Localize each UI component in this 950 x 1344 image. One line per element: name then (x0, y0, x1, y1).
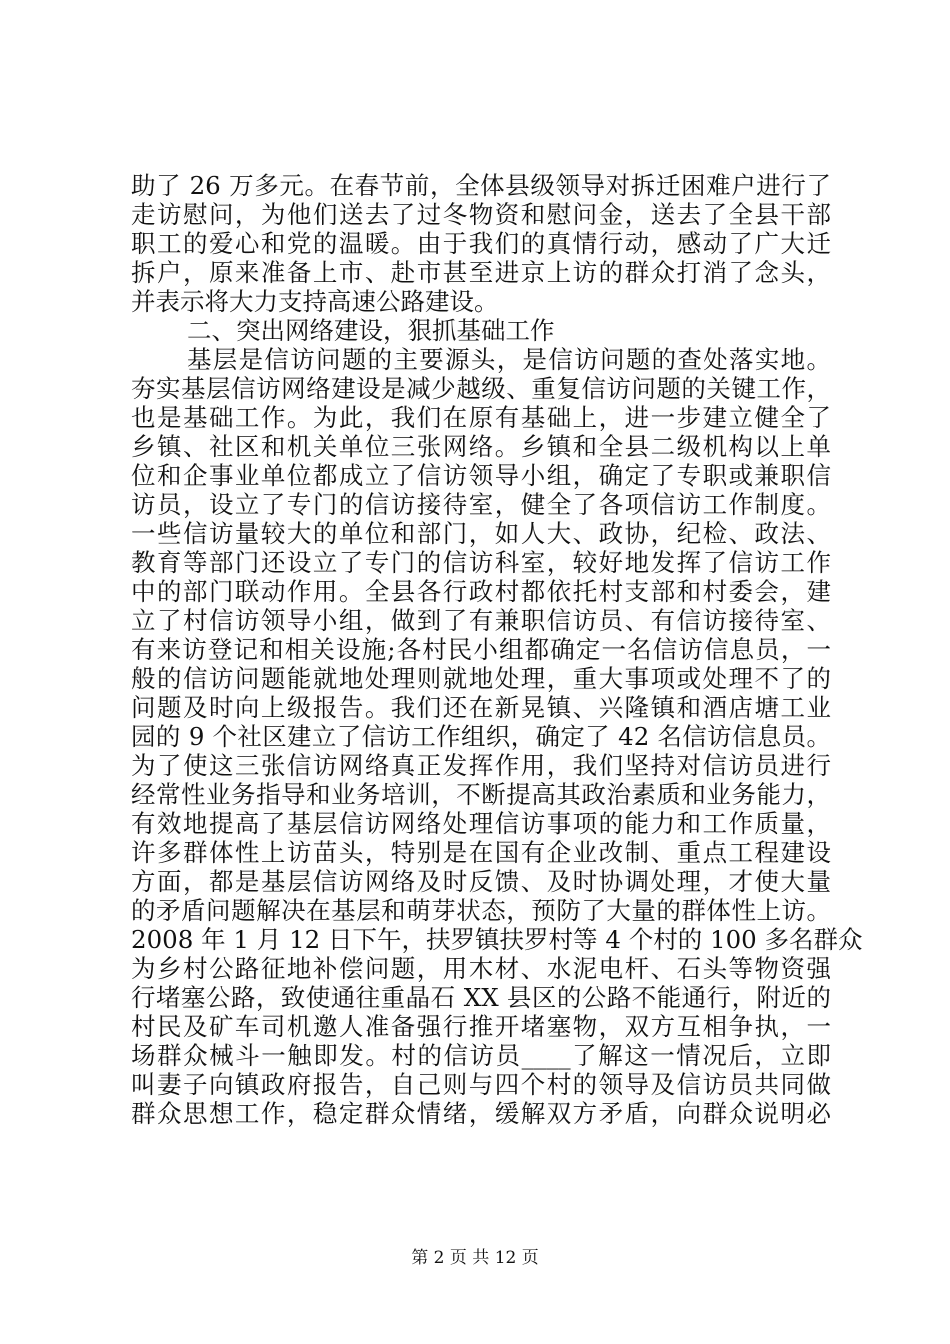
text-line: 一些信访量较大的单位和部门，如人大、政协，纪检、政法、 (131, 519, 831, 548)
page-number-footer: 第 2 页 共 12 页 (411, 1248, 539, 1268)
text-line: 方面，都是基层信访网络及时反馈、及时协调处理，才使大量 (131, 867, 831, 896)
text-line: 立了村信访领导小组，做到了有兼职信访员、有信访接待室、 (131, 606, 831, 635)
text-line: 问题及时向上级报告。我们还在新晃镇、兴隆镇和酒店塘工业 (131, 693, 831, 722)
text-line: 行堵塞公路，致使通往重晶石 XX 县区的公路不能通行，附近的 (131, 983, 831, 1012)
text-line: 助了 26 万多元。在春节前，全体县级领导对拆迁困难户进行了 (131, 171, 831, 200)
text-line: 般的信访问题能就地处理则就地处理，重大事项或处理不了的 (131, 664, 831, 693)
text-line: 位和企事业单位都成立了信访领导小组，确定了专职或兼职信 (131, 461, 831, 490)
text-line: 群众思想工作，稳定群众情绪，缓解双方矛盾，向群众说明必 (131, 1099, 831, 1128)
text-line: 园的 9 个社区建立了信访工作组织，确定了 42 名信访信息员。 (131, 722, 831, 751)
text-line: 教育等部门还设立了专门的信访科室，较好地发挥了信访工作 (131, 548, 831, 577)
text-line: 职工的爱心和党的温暖。由于我们的真情行动，感动了广大迁 (131, 229, 831, 258)
section-heading: 二、突出网络建设，狠抓基础工作 (187, 316, 555, 345)
text-line: 叫妻子向镇政府报告，自己则与四个村的领导及信访员共同做 (131, 1070, 831, 1099)
text-line: 为了使这三张信访网络真正发挥作用，我们坚持对信访员进行 (131, 751, 831, 780)
text-line: 走访慰问，为他们送去了过冬物资和慰问金，送去了全县干部 (131, 200, 831, 229)
text-line: 的矛盾问题解决在基层和萌芽状态，预防了大量的群体性上访。 (131, 896, 831, 925)
paragraph-first-line: 基层是信访问题的主要源头，是信访问题的查处落实地。 (187, 345, 831, 374)
text-line: 有来访登记和相关设施;各村民小组都确定一名信访信息员，一 (131, 635, 831, 664)
document-body (131, 171, 863, 1128)
text-line: 经常性业务指导和业务培训，不断提高其政治素质和业务能力， (131, 780, 831, 809)
text-line: 村民及矿车司机邀人准备强行推开堵塞物，双方互相争执，一 (131, 1012, 831, 1041)
text-line: 也是基础工作。为此，我们在原有基础上，进一步建立健全了 (131, 403, 831, 432)
text-line: 有效地提高了基层信访网络处理信访事项的能力和工作质量， (131, 809, 831, 838)
text-line: 为乡村公路征地补偿问题，用木材、水泥电杆、石头等物资强 (131, 954, 831, 983)
text-line: 并表示将大力支持高速公路建设。 (131, 287, 499, 316)
text-line: 访员，设立了专门的信访接待室，健全了各项信访工作制度。 (131, 490, 831, 519)
text-line: 拆户，原来准备上市、赴市甚至进京上访的群众打消了念头， (131, 258, 831, 287)
text-line: 夯实基层信访网络建设是减少越级、重复信访问题的关键工作， (131, 374, 831, 403)
text-line: 中的部门联动作用。全县各行政村都依托村支部和村委会，建 (131, 577, 831, 606)
text-line: 场群众械斗一触即发。村的信访员____了解这一情况后，立即 (131, 1041, 831, 1070)
text-line: 许多群体性上访苗头，特别是在国有企业改制、重点工程建设 (131, 838, 831, 867)
text-line: 2008 年 1 月 12 日下午，扶罗镇扶罗村等 4 个村的 100 多名群众 (131, 925, 863, 954)
text-line: 乡镇、社区和机关单位三张网络。乡镇和全县二级机构以上单 (131, 432, 831, 461)
